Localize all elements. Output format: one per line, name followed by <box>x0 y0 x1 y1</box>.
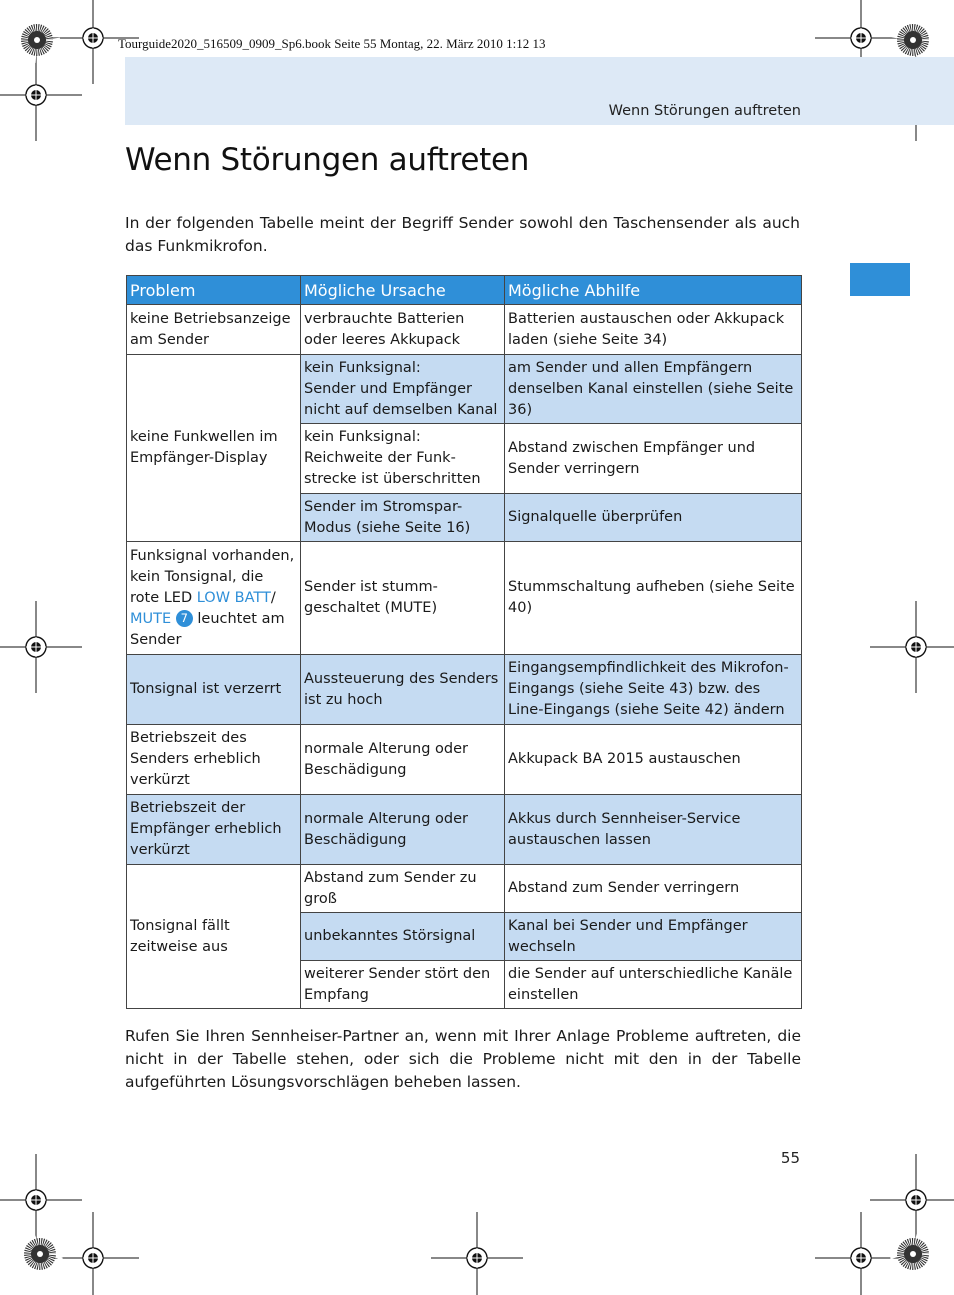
mute-indicator-label: MUTE <box>130 610 172 627</box>
problem-cell: Betriebszeit des Senders erheblich verkürzt <box>127 725 301 795</box>
cause-cell: weiterer Sender stört den Empfang <box>301 961 505 1009</box>
page-number: 55 <box>780 1149 800 1167</box>
cause-cell: verbrauchte Batterien oder leeres Akkupack <box>301 305 505 355</box>
table-row <box>127 355 802 424</box>
cause-line: Reichweite der Funk-strecke ist überschritten <box>304 450 481 487</box>
cause-cell: unbekanntes Störsignal <box>301 913 505 961</box>
remedy-cell: Kanal bei Sender und Empfänger wechseln <box>505 913 802 961</box>
table-header-row <box>127 276 802 305</box>
remedy-cell: Signalquelle überprüfen <box>505 494 802 542</box>
remedy-cell: Eingangsempfindlichkeit des Mikrofon-Eingangs (siehe Seite 43) bzw. des Line-Eingangs (siehe Seite 42) ändern <box>505 655 802 725</box>
closing-paragraph: Rufen Sie Ihren Sennheiser-Partner an, wenn mit Ihrer Anlage Probleme auftreten, die nicht in der Tabelle stehen, oder sich die Probleme nicht mit den in der Tabelle aufgeführten Lösungsvorschlägen beheben lassen. <box>125 1027 801 1091</box>
problem-text: Funksignal vorhanden, kein Tonsignal, die rote LED <box>130 547 295 606</box>
table-row <box>127 795 802 865</box>
cause-cell: normale Alterung oder Beschädigung <box>301 795 505 865</box>
remedy-cell: am Sender und allen Empfängern denselben Kanal einstellen (siehe Seite 36) <box>505 355 802 424</box>
table-row <box>127 865 802 913</box>
low-batt-indicator-label: LOW BATT <box>196 589 271 606</box>
callout-number-badge: 7 <box>176 610 193 627</box>
remedy-cell: Abstand zwischen Empfänger und Sender verringern <box>505 424 802 494</box>
header-band <box>125 57 954 125</box>
print-slug: Tourguide2020_516509_0909_Sp6.book Seite 55 Montag, 22. März 2010 1:12 13 <box>118 36 546 51</box>
table-row <box>127 725 802 795</box>
cause-line: Sender und Empfänger nicht auf demselben Kanal <box>304 380 498 418</box>
problem-text: leuchtet am Sender <box>130 610 285 648</box>
remedy-cell: Abstand zum Sender verringern <box>505 865 802 913</box>
table-row <box>127 655 802 725</box>
cause-cell: Sender ist stumm-geschaltet (MUTE) <box>301 542 505 655</box>
problem-cell: Betriebszeit der Empfänger erheblich verkürzt <box>127 795 301 865</box>
remedy-cell: Batterien austauschen oder Akkupack laden (siehe Seite 34) <box>505 305 802 355</box>
table-row <box>127 542 802 655</box>
remedy-cell: Stummschaltung aufheben (siehe Seite 40) <box>505 542 802 655</box>
problem-cell <box>127 542 301 655</box>
problem-cell: Tonsignal fällt zeitweise aus <box>127 865 301 1009</box>
running-head: Wenn Störungen auftreten <box>608 103 801 119</box>
cause-cell: Aussteuerung des Senders ist zu hoch <box>301 655 505 725</box>
cause-line: kein Funksignal: <box>304 429 421 445</box>
remedy-cell: Akkus durch Sennheiser-Service austauschen lassen <box>505 795 802 865</box>
chapter-tab-marker <box>850 263 910 296</box>
cause-cell: normale Alterung oder Beschädigung <box>301 725 505 795</box>
cause-cell <box>301 424 505 494</box>
cause-cell <box>301 355 505 424</box>
problem-cell: Tonsignal ist verzerrt <box>127 655 301 725</box>
cause-cell: Abstand zum Sender zu groß <box>301 865 505 913</box>
remedy-cell: die Sender auf unterschiedliche Kanäle einstellen <box>505 961 802 1009</box>
troubleshooting-table <box>126 275 802 1009</box>
table-row <box>127 305 802 355</box>
cause-cell: Sender im Stromspar-Modus (siehe Seite 16) <box>301 494 505 542</box>
problem-cell: keine Funkwellen im Empfänger-Display <box>127 355 301 542</box>
separator: / <box>270 589 276 606</box>
remedy-cell: Akkupack BA 2015 austauschen <box>505 725 802 795</box>
column-header-remedy: Mögliche Abhilfe <box>505 276 802 305</box>
column-header-cause: Mögliche Ursache <box>301 276 505 305</box>
column-header-problem: Problem <box>127 276 301 305</box>
problem-cell: keine Betriebsanzeige am Sender <box>127 305 301 355</box>
cause-line: kein Funksignal: <box>304 359 421 376</box>
intro-paragraph: In der folgenden Tabelle meint der Begriff Sender sowohl den Taschensender als auch das Funkmikrofon. <box>125 214 800 255</box>
page-title: Wenn Störungen auftreten <box>125 142 530 178</box>
